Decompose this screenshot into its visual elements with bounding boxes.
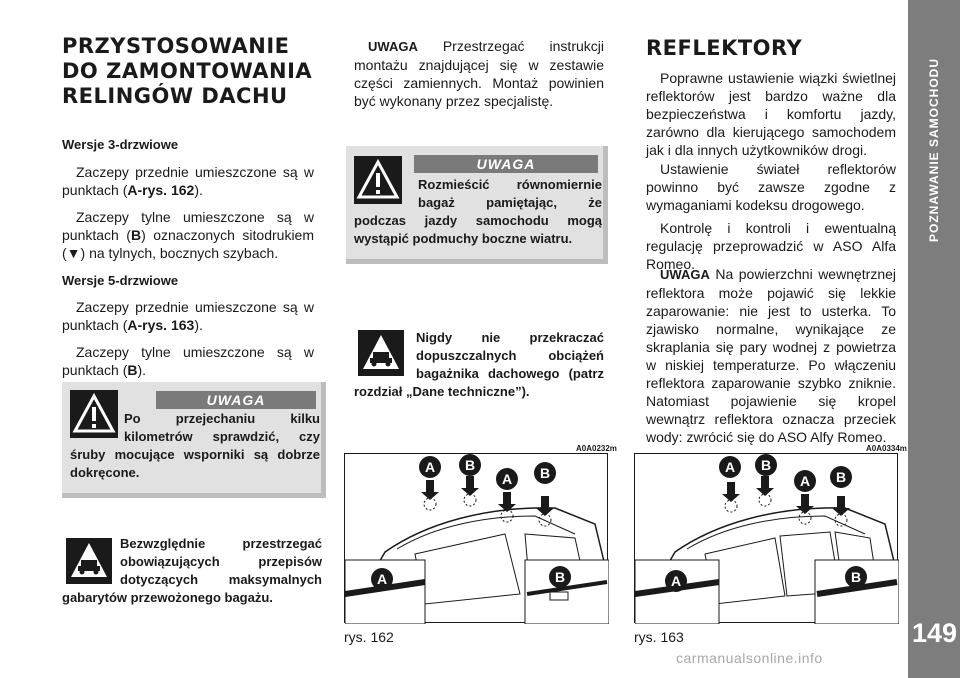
installation-note bbox=[354, 37, 604, 110]
warning-text-content: Rozmieścić równomiernie bagaż pamiętając, że podczas jazdy samochodu mogą wystąpić podmuchy boczne wiatru. bbox=[354, 177, 602, 246]
version5-paragraph-1 bbox=[62, 298, 314, 334]
figure-reference: A-rys. 163 bbox=[127, 317, 195, 333]
point-reference: B bbox=[130, 227, 142, 243]
warning-text bbox=[354, 176, 602, 248]
callout-a: A bbox=[719, 456, 741, 478]
version5-title: Wersje 5-drzwiowe bbox=[62, 273, 179, 288]
page-number: 149 bbox=[912, 618, 958, 648]
version3-paragraph-1 bbox=[62, 163, 314, 199]
inset-label-b: B bbox=[549, 566, 571, 588]
version3-paragraph-2 bbox=[62, 208, 314, 262]
roof-rail-diagram-5door bbox=[635, 454, 899, 624]
warning-text bbox=[70, 410, 320, 482]
callout-a: A bbox=[496, 468, 518, 490]
warning-label: UWAGA bbox=[156, 391, 316, 409]
version3-title: Wersje 3-drzwiowe bbox=[62, 137, 179, 152]
headlights-paragraph-1: Poprawne ustawienie wiązki świetlnej reflektorów jest bardzo ważne dla bezpieczeństwa i komfortu jazdy, zarówno dla kierującego samochodem jak i dla innych użytkowników drogi. bbox=[646, 70, 896, 158]
callout-a: A bbox=[794, 470, 816, 492]
text: ) oznaczonych sitodrukiem (▼) na tylnych, bocznych szybach. bbox=[62, 227, 314, 261]
warning-box-bolts bbox=[62, 382, 326, 498]
icon-spacer bbox=[70, 410, 124, 444]
figure-reference: A-rys. 162 bbox=[127, 182, 195, 198]
text: Zaczepy tylne umieszczone są w punktach ( bbox=[62, 344, 314, 378]
inset-label-a: A bbox=[665, 570, 687, 592]
callout-b: B bbox=[534, 462, 556, 484]
figure-163 bbox=[634, 453, 898, 623]
headlights-paragraph-3: Kontrolę i kontroli i ewentualną regulację przeprowadzić w ASO Alfa Romeo. bbox=[646, 220, 896, 272]
fogging-note bbox=[646, 265, 896, 446]
icon-spacer bbox=[62, 535, 120, 589]
text: Zaczepy przednie umieszczone są w punktach ( bbox=[62, 164, 314, 198]
text: ). bbox=[194, 182, 203, 198]
heading-line-2: DO ZAMONTOWANIA bbox=[62, 59, 313, 83]
roof-rails-heading bbox=[62, 34, 324, 109]
heading-line-3: RELINGÓW DACHU bbox=[62, 84, 288, 108]
figure-code: A0A0334m bbox=[866, 444, 907, 453]
figure-caption: rys. 162 bbox=[344, 629, 394, 645]
version5-paragraph-2 bbox=[62, 343, 314, 379]
callout-b: B bbox=[459, 454, 481, 476]
uwaga-text: Przestrzegać instrukcji montażu znajdującej się w zestawie części zamiennych. Montaż powinien być wykonany przez specjalistę. bbox=[354, 38, 604, 109]
icon-spacer bbox=[354, 176, 418, 210]
callout-b: B bbox=[755, 454, 777, 476]
text: ). bbox=[137, 362, 147, 378]
warning-box-wind bbox=[346, 146, 608, 264]
text: Zaczepy tylne umieszczone są w punktach ( bbox=[62, 209, 314, 243]
inset-label-b: B bbox=[845, 566, 867, 588]
watermark: carmanualsonline.info bbox=[676, 650, 823, 666]
text: ). bbox=[194, 317, 203, 333]
warning-label: UWAGA bbox=[414, 155, 598, 173]
luggage-dimensions-note bbox=[62, 535, 322, 607]
uwaga-text: Na powierzchni wewnętrznej reflektora może pojawić się lekkie zaparowanie: nie jest to usterka. To zjawisko normalne, wynikające ze skraplania się pary wodnej z powietrza w niskiej temperaturze. Po włączeniu reflektora zaparowanie szybko zniknie. Natomiast pojawienie się kropel wewnątrz reflektora oznacza przeciek wody: zwrócić się do ASO Alfy Romeo. bbox=[646, 266, 897, 445]
figure-code: A0A0232m bbox=[576, 444, 617, 453]
note-text: Nigdy nie przekraczać dopuszczalnych obciążeń bagażnika dachowego (patrz rozdział „Dane techniczne”). bbox=[354, 330, 604, 399]
roof-rail-diagram-3door bbox=[345, 454, 609, 624]
headlights-paragraph-2: Ustawienie świateł reflektorów powinno być zawsze zgodne z wymaganiami kodeksu drogowego. bbox=[646, 161, 896, 213]
section-tab-label: POZNAWANIE SAMOCHODU bbox=[927, 57, 941, 243]
uwaga-label: UWAGA bbox=[660, 267, 710, 282]
figure-162 bbox=[344, 453, 608, 623]
headlights-heading: REFLEKTORY bbox=[646, 36, 803, 60]
icon-spacer bbox=[354, 329, 416, 383]
inset-label-a: A bbox=[371, 568, 393, 590]
figure-caption: rys. 163 bbox=[634, 629, 684, 645]
note-text: Bezwzględnie przestrzegać obowiązujących przepisów dotyczących maksymalnych gabarytów przewożonego bagażu. bbox=[62, 536, 322, 605]
text: Zaczepy przednie umieszczone są w punktach ( bbox=[62, 299, 314, 333]
uwaga-label: UWAGA bbox=[368, 39, 418, 54]
callout-a: A bbox=[419, 456, 441, 478]
warning-text-content: Po przejechaniu kilku kilometrów sprawdzić, czy śruby mocujące wsporniki są dobrze dokręcone. bbox=[70, 411, 320, 480]
heading-line-1: PRZYSTOSOWANIE bbox=[62, 34, 290, 58]
roof-load-note bbox=[354, 329, 604, 401]
point-reference: B bbox=[127, 362, 138, 378]
callout-b: B bbox=[830, 466, 852, 488]
